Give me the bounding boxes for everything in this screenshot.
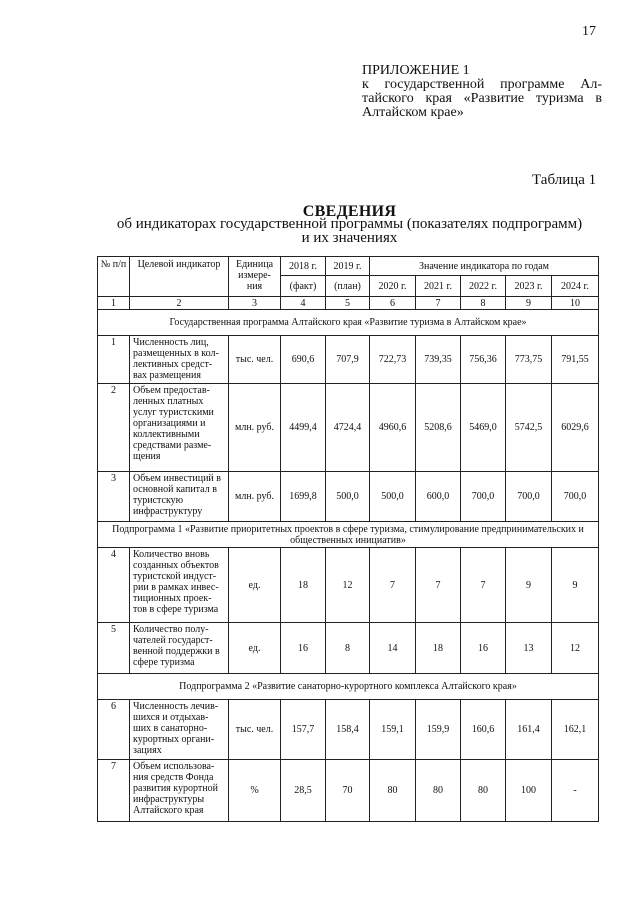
- row-value: 160,6: [461, 700, 506, 760]
- section-row: [98, 522, 599, 548]
- header-2019: 2019 г.: [326, 257, 370, 276]
- header-2020: 2020 г.: [370, 276, 416, 297]
- row-value: 4499,4: [281, 384, 326, 472]
- row-value: 159,1: [370, 700, 416, 760]
- row-value: 158,4: [326, 700, 370, 760]
- row-unit: тыс. чел.: [229, 336, 281, 384]
- row-value: 70: [326, 760, 370, 822]
- col-number: 3: [229, 297, 281, 310]
- section-subprogram-2: Подпрограмма 2 «Развитие санаторно-курортного комплекса Алтайского края»: [98, 674, 599, 700]
- row-value: 7: [416, 548, 461, 623]
- row-value: 5742,5: [506, 384, 552, 472]
- appendix-line-2: к государственной программе Ал-: [362, 77, 602, 92]
- row-value: 700,0: [506, 472, 552, 522]
- col-number: 10: [552, 297, 599, 310]
- col-number: 2: [130, 297, 229, 310]
- col-number: 9: [506, 297, 552, 310]
- header-2023: 2023 г.: [506, 276, 552, 297]
- appendix-line-4: Алтайском крае»: [362, 105, 464, 120]
- row-value: 14: [370, 623, 416, 674]
- row-value: 700,0: [461, 472, 506, 522]
- row-value: 80: [370, 760, 416, 822]
- row-value: 7: [370, 548, 416, 623]
- header-row-1: [98, 257, 599, 276]
- row-value: 5469,0: [461, 384, 506, 472]
- row-value: 7: [461, 548, 506, 623]
- row-value: 18: [416, 623, 461, 674]
- header-unit: Единица измере- ния: [229, 257, 281, 297]
- table-row: [98, 336, 599, 384]
- row-unit: млн. руб.: [229, 472, 281, 522]
- row-value: 80: [416, 760, 461, 822]
- row-value: 600,0: [416, 472, 461, 522]
- appendix-block: [362, 64, 602, 120]
- row-value: 500,0: [370, 472, 416, 522]
- row-indicator: Численность лечив- шихся и отдыхав- ших в санаторно- курортных органи- зациях: [130, 700, 229, 760]
- row-value: 13: [506, 623, 552, 674]
- row-value: 18: [281, 548, 326, 623]
- row-indicator: Количество вновь созданных объектов туристской индуст- рии в рамках инвес- тиционных проек- тов в сфере туризма: [130, 548, 229, 623]
- header-2024: 2024 г.: [552, 276, 599, 297]
- row-indicator: Количество полу- чателей государст- венной поддержки в сфере туризма: [130, 623, 229, 674]
- row-value: 9: [552, 548, 599, 623]
- row-value: 4724,4: [326, 384, 370, 472]
- row-value: 157,7: [281, 700, 326, 760]
- col-number: 7: [416, 297, 461, 310]
- row-value: 16: [281, 623, 326, 674]
- row-value: 9: [506, 548, 552, 623]
- table-label: Таблица 1: [532, 172, 597, 188]
- col-number: 1: [98, 297, 130, 310]
- appendix-title: ПРИЛОЖЕНИЕ 1: [362, 63, 470, 78]
- row-unit: ед.: [229, 623, 281, 674]
- row-value: 6029,6: [552, 384, 599, 472]
- header-indicator: Целевой индикатор: [130, 257, 229, 297]
- page-number: 17: [582, 24, 596, 39]
- column-numbers-row: [98, 297, 599, 310]
- doc-subtitle-line-1: об индикаторах государственной программы (показателях подпрограмм): [116, 216, 583, 232]
- row-num: 1: [98, 336, 130, 384]
- row-indicator: Объем инвестиций в основной капитал в туристскую инфраструктуру: [130, 472, 229, 522]
- row-value: 722,73: [370, 336, 416, 384]
- row-indicator: Численность лиц, размещенных в кол- лективных средст- вах размещения: [130, 336, 229, 384]
- table-row: [98, 548, 599, 623]
- row-value: 1699,8: [281, 472, 326, 522]
- header-values-by-year: Значение индикатора по годам: [370, 257, 599, 276]
- row-indicator: Объем предостав- ленных платных услуг туристскими организациями и коллективными средствами разме- щения: [130, 384, 229, 472]
- row-value: 161,4: [506, 700, 552, 760]
- row-value: 700,0: [552, 472, 599, 522]
- table-row: [98, 760, 599, 822]
- row-num: 4: [98, 548, 130, 623]
- header-2022: 2022 г.: [461, 276, 506, 297]
- col-number: 5: [326, 297, 370, 310]
- section-subprogram-1: Подпрограмма 1 «Развитие приоритетных проектов в сфере туризма, стимулирование предпринимательских и общественных инициатив»: [98, 522, 599, 548]
- header-plan: (план): [326, 276, 370, 297]
- col-number: 8: [461, 297, 506, 310]
- row-value: 773,75: [506, 336, 552, 384]
- row-value: 8: [326, 623, 370, 674]
- row-value: 162,1: [552, 700, 599, 760]
- appendix-line-3: тайского края «Развитие туризма в: [362, 91, 602, 106]
- row-value: 5208,6: [416, 384, 461, 472]
- row-value: 756,36: [461, 336, 506, 384]
- row-unit: тыс. чел.: [229, 700, 281, 760]
- row-value: 80: [461, 760, 506, 822]
- row-value: 159,9: [416, 700, 461, 760]
- row-value: 707,9: [326, 336, 370, 384]
- row-num: 7: [98, 760, 130, 822]
- row-value: 791,55: [552, 336, 599, 384]
- table-row: [98, 384, 599, 472]
- section-row: [98, 310, 599, 336]
- row-value: 739,35: [416, 336, 461, 384]
- row-value: 28,5: [281, 760, 326, 822]
- row-value: 100: [506, 760, 552, 822]
- header-num: № п/п: [98, 257, 130, 297]
- row-value: 16: [461, 623, 506, 674]
- col-number: 6: [370, 297, 416, 310]
- col-number: 4: [281, 297, 326, 310]
- indicators-table: [97, 256, 599, 822]
- row-unit: %: [229, 760, 281, 822]
- table-row: [98, 472, 599, 522]
- header-2018: 2018 г.: [281, 257, 326, 276]
- header-2021: 2021 г.: [416, 276, 461, 297]
- row-num: 5: [98, 623, 130, 674]
- row-num: 3: [98, 472, 130, 522]
- row-value: 12: [552, 623, 599, 674]
- row-unit: млн. руб.: [229, 384, 281, 472]
- row-indicator: Объем использова- ния средств Фонда развития курортной инфраструктуры Алтайского края: [130, 760, 229, 822]
- row-value: 4960,6: [370, 384, 416, 472]
- header-fact: (факт): [281, 276, 326, 297]
- doc-heading: СВЕДЕНИЯ: [302, 203, 397, 220]
- row-num: 2: [98, 384, 130, 472]
- row-value: -: [552, 760, 599, 822]
- row-value: 12: [326, 548, 370, 623]
- row-unit: ед.: [229, 548, 281, 623]
- row-value: 690,6: [281, 336, 326, 384]
- doc-subtitle-line-2: и их значениях: [301, 230, 398, 246]
- table-row: [98, 700, 599, 760]
- table-row: [98, 623, 599, 674]
- row-num: 6: [98, 700, 130, 760]
- section-row: [98, 674, 599, 700]
- section-program: Государственная программа Алтайского края «Развитие туризма в Алтайском крае»: [98, 310, 599, 336]
- row-value: 500,0: [326, 472, 370, 522]
